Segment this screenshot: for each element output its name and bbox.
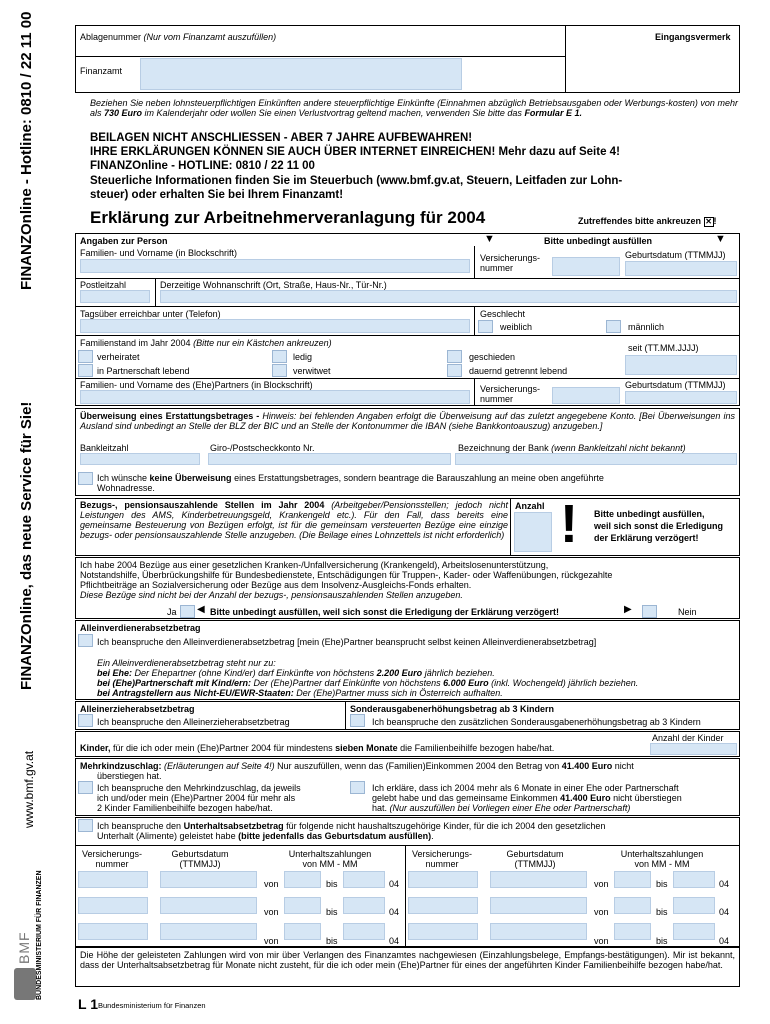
anzahl-field[interactable] bbox=[514, 512, 552, 552]
bezuege2-line-4: Diese Bezüge sind nicht bei der Anzahl der bezugs-, pensionsauszahlenden Stellen anzugeben. bbox=[80, 590, 463, 600]
unterhalt-checkbox[interactable] bbox=[78, 819, 93, 832]
unterhalt-row3-jahr-left: 04 bbox=[389, 936, 400, 946]
vers-label: Versicherungs- nummer bbox=[480, 253, 541, 273]
keine-ueberweisung-label: Ich wünsche keine Überweisung eines Erstattungsbetrages, sondern beantrage die Barauszahlung an meine oben angeführte bbox=[97, 473, 604, 483]
nein-label: Nein bbox=[678, 607, 697, 617]
bank-heading: Überweisung eines Erstattungsbetrages - Hinweis: bei fehlenden Angaben erfolgt die Überweisung auf das zuletzt angegebene Konto. [Bei Überweisungen ins Ausland sind unbedingt an Stelle der BLZ der BIC und an Stelle der Kontonummer die IBAN (siehe Bankkontoauszug) anzugeben.] bbox=[80, 411, 735, 431]
name-field[interactable] bbox=[80, 259, 470, 273]
geschieden-checkbox[interactable] bbox=[447, 350, 462, 363]
unterhalt-row3-von-right: von bbox=[594, 936, 609, 946]
notice-internet: IHRE ERKLÄRUNGEN KÖNNEN SIE AUCH ÜBER INTERNET EINREICHEN! Mehr dazu auf Seite 4! bbox=[90, 146, 620, 158]
partner-geburt-label: Geburtsdatum (TTMMJJ) bbox=[625, 380, 726, 390]
partner-geburt-field[interactable] bbox=[625, 391, 737, 404]
warning-line-2: weil sich sonst die Erledigung bbox=[594, 521, 724, 531]
unterhalt-row2-bis-left: bis bbox=[326, 907, 338, 917]
unterhalt-row2-vers-right[interactable] bbox=[408, 897, 478, 914]
unterhalt-row2-von-field-left[interactable] bbox=[284, 897, 321, 914]
getrennt-label: dauernd getrennt lebend bbox=[469, 366, 568, 376]
crossed-box-icon: ✕ bbox=[705, 216, 712, 226]
unterhalt-row3-vers-right[interactable] bbox=[408, 923, 478, 940]
keine-ueberweisung-checkbox[interactable] bbox=[78, 472, 93, 485]
notice-beilagen: BEILAGEN NICHT ANSCHLIESSEN - ABER 7 JAHRE AUFBEWAHREN! bbox=[90, 132, 473, 144]
unterhalt-row3-jahr-right: 04 bbox=[719, 936, 730, 946]
unterhalt-row2-von-field-right[interactable] bbox=[614, 897, 651, 914]
unterhalt-vers-header-right: Versicherungs- nummer bbox=[411, 849, 473, 869]
unterhalt-row1-jahr-left: 04 bbox=[389, 879, 400, 889]
bmf-letters: BMF bbox=[16, 931, 32, 964]
adresse-label: Derzeitige Wohnanschrift (Ort, Straße, Haus-Nr., Tür-Nr.) bbox=[160, 280, 387, 290]
alleinerzieher-checkbox[interactable] bbox=[78, 714, 93, 727]
sonder-heading: Sonderausgabenerhöhungsbetrag ab 3 Kindern bbox=[350, 704, 555, 714]
unterhalt-row2-bis-field-left[interactable] bbox=[343, 897, 385, 914]
mehrkind-a-3: 2 Kinder Familienbeihilfe bezogen habe/hat. bbox=[97, 803, 273, 813]
unterhalt-row3-bis-right: bis bbox=[656, 936, 668, 946]
unterhalt-row1-bis-field-right[interactable] bbox=[673, 871, 715, 888]
bitte-ausfuellen-label: Bitte unbedingt ausfüllen bbox=[544, 236, 652, 246]
unterhalt-line-2: Unterhalt (Alimente) geleistet habe (bitte jedenfalls das Geburtsdatum ausfüllen). bbox=[97, 831, 434, 841]
partner-name-label: Familien- und Vorname des (Ehe)Partners (in Blockschrift) bbox=[80, 380, 313, 390]
telefon-label: Tagsüber erreichbar unter (Telefon) bbox=[80, 309, 221, 319]
alleinverdiener-checkbox[interactable] bbox=[78, 634, 93, 647]
eingang-label: Eingangsvermerk bbox=[655, 32, 731, 42]
familienstand-label: Familienstand im Jahr 2004 (Bitte nur ein Kästchen ankreuzen) bbox=[80, 338, 332, 348]
seit-field[interactable] bbox=[625, 355, 737, 375]
partner-vers-label: Versicherungs- nummer bbox=[480, 384, 541, 404]
geburt-field[interactable] bbox=[625, 261, 737, 276]
partner-name-field[interactable] bbox=[80, 390, 470, 404]
bmf-logo bbox=[12, 872, 48, 1004]
partner-vers-field[interactable] bbox=[552, 387, 620, 404]
bezuege2-line-3: Pflichtbeiträge an Sozialversicherung oder Bezüge aus dem Insolvenz-Ausgleichs-Fonds erhalten. bbox=[80, 580, 472, 590]
side-bar bbox=[0, 0, 58, 1024]
adresse-field[interactable] bbox=[160, 290, 737, 303]
mehrkind-b-checkbox[interactable] bbox=[350, 781, 365, 794]
bezuege2-line-2: Notstandshilfe, Überbrückungshilfe für Bundesbedienstete, Entschädigungen für Truppen-, Kader- oder Waffenübungen, rückgezahlte bbox=[80, 570, 613, 580]
geschlecht-label: Geschlecht bbox=[480, 309, 526, 319]
unterhalt-row3-geburt-right[interactable] bbox=[490, 923, 587, 940]
unterhalt-row2-geburt-right[interactable] bbox=[490, 897, 587, 914]
mehrkind-b-3: hat. (Nur auszufüllen bei Vorliegen einer Ehe oder Partnerschaft) bbox=[372, 803, 631, 813]
weiblich-label: weiblich bbox=[500, 322, 533, 332]
page-title: Erklärung zur Arbeitnehmerveranlagung für 2004 bbox=[90, 208, 486, 227]
unterhalt-row3-von-left: von bbox=[264, 936, 279, 946]
mehrkind-a-1: Ich beanspruche den Mehrkindzuschlag, da jeweils bbox=[97, 783, 301, 793]
unterhalt-row1-bis-right: bis bbox=[656, 879, 668, 889]
arrow-down-icon-left: ▼ bbox=[484, 233, 495, 245]
geschieden-label: geschieden bbox=[469, 352, 516, 362]
unterhalt-row1-von-field-left[interactable] bbox=[284, 871, 321, 888]
arrow-down-icon-right: ▼ bbox=[715, 233, 726, 245]
side-ministry: BUNDESMINISTERIUM FÜR FINANZEN bbox=[36, 870, 43, 1000]
partnerschaft-checkbox[interactable] bbox=[78, 364, 93, 377]
bankname-field[interactable] bbox=[455, 453, 737, 465]
side-hotline: FINANZOnline - Hotline: 0810 / 22 11 00 bbox=[18, 11, 35, 290]
alleinverdiener-heading: Alleinverdienerabsetzbetrag bbox=[80, 623, 201, 633]
ledig-label: ledig bbox=[293, 352, 313, 362]
partnerschaft-label: in Partnerschaft lebend bbox=[97, 366, 190, 376]
unterhalt-line-1: Ich beanspruche den Unterhaltsabsetzbetrag für folgende nicht haushaltszugehörige Kinder, für die ich 2004 den gesetzlichen bbox=[97, 821, 606, 831]
unterhalt-row1-geburt-left[interactable] bbox=[160, 871, 257, 888]
plz-field[interactable] bbox=[80, 290, 150, 303]
unterhalt-zahlungen-header-right: Unterhaltszahlungen von MM - MM bbox=[620, 849, 704, 869]
mehrkind-b-1: Ich erkläre, dass ich 2004 mehr als 6 Monate in einer Ehe oder Partnerschaft bbox=[372, 783, 679, 793]
warning-bang-icon: ! bbox=[560, 494, 578, 554]
footer-ministry: Bundesministerium für Finanzen bbox=[98, 1001, 206, 1010]
unterhalt-row1-bis-field-left[interactable] bbox=[343, 871, 385, 888]
sonder-text: Ich beanspruche den zusätzlichen Sonderausgabenerhöhungsbetrag ab 3 Kindern bbox=[372, 717, 701, 727]
unterhalt-row1-vers-left[interactable] bbox=[78, 871, 148, 888]
intro-text: Beziehen Sie neben lohnsteuerpflichtigen Einkünften andere steuerpflichtige Einkünfte (Einnahmen abzüglich Betriebsausgaben oder Werbungs-kosten) von mehr als 730 Euro im Kalenderjahr oder wollen Sie einen Verlustvortrag geltend machen, verwenden Sie bitte das Formular E 1. bbox=[90, 98, 738, 118]
finanzamt-label: Finanzamt bbox=[80, 66, 123, 76]
seit-label: seit (TT.MM.JJJJ) bbox=[628, 343, 699, 353]
bezuege2-line-1: Ich habe 2004 Bezüge aus einer gesetzlichen Kranken-/Unfallversicherung (Krankengeld), Arbeitslosenunterstützung, bbox=[80, 560, 549, 570]
bmf-eagle-icon bbox=[14, 968, 36, 1000]
mehrkind-heading: Mehrkindzuschlag: (Erläuterungen auf Seite 4!) Nur auszufüllen, wenn das (Familien)Einkommen 2004 den Betrag von 41.400 Euro nicht bbox=[80, 761, 634, 771]
verheiratet-checkbox[interactable] bbox=[78, 350, 93, 363]
unterhalt-row1-geburt-right[interactable] bbox=[490, 871, 587, 888]
footer-text: Die Höhe der geleisteten Zahlungen wird von mir über Verlangen des Finanzamtes nachgewiesen (Einzahlungsbelege, Empfangs-bestätigungen). Mir ist bekannt, dass der Unterhaltsabsetzbetrag für Monate nicht zusteht, für die ich oder mein (Ehe)Partner für eines der angeführten Kinder Familienbeihilfe bezogen habe/hat. bbox=[80, 950, 735, 970]
unterhalt-row1-von-right: von bbox=[594, 879, 609, 889]
ja-checkbox[interactable] bbox=[180, 605, 195, 618]
bankname-label: Bezeichnung der Bank (wenn Bankleitzahl nicht bekannt) bbox=[458, 443, 686, 453]
maennlich-checkbox[interactable] bbox=[606, 320, 621, 333]
unterhalt-row3-geburt-left[interactable] bbox=[160, 923, 257, 940]
verwitwet-checkbox[interactable] bbox=[272, 364, 287, 377]
unterhalt-row2-vers-left[interactable] bbox=[78, 897, 148, 914]
getrennt-checkbox[interactable] bbox=[447, 364, 462, 377]
name-label: Familien- und Vorname (in Blockschrift) bbox=[80, 248, 238, 258]
konto-label: Giro-/Postscheckkonto Nr. bbox=[210, 443, 315, 453]
bankleitzahl-field[interactable] bbox=[80, 453, 200, 465]
notice-hotline: FINANZOnline - HOTLINE: 0810 / 22 11 00 bbox=[90, 160, 315, 172]
side-service: FINANZOnline, das neue Service für Sie! bbox=[18, 401, 35, 690]
alleinverdiener-note-1: Ein Alleinverdienerabsetzbetrag steht nur zu: bbox=[97, 658, 276, 668]
unterhalt-row3-bis-field-right[interactable] bbox=[673, 923, 715, 940]
unterhalt-row1-von-left: von bbox=[264, 879, 279, 889]
unterhalt-geburt-header-right: Geburtsdatum (TTMMJJ) bbox=[506, 849, 564, 869]
alleinverdiener-note-4: bei Antragstellern aus Nicht-EU/EWR-Staaten: Der (Ehe)Partner muss sich in Österreich aufhalten. bbox=[97, 688, 503, 698]
form-number: L 1 bbox=[78, 996, 98, 1012]
unterhalt-row2-bis-right: bis bbox=[656, 907, 668, 917]
telefon-field[interactable] bbox=[80, 319, 470, 333]
unterhalt-zahlungen-header-left: Unterhaltszahlungen von MM - MM bbox=[288, 849, 372, 869]
zutreffendes-label: Zutreffendes bitte ankreuzen ✕ ! bbox=[578, 216, 717, 226]
unterhalt-row1-jahr-right: 04 bbox=[719, 879, 730, 889]
alleinverdiener-note-2: bei Ehe: Der Ehepartner (ohne Kind/er) darf Einkünfte von höchstens 2.200 Euro jährlich beziehen. bbox=[97, 668, 495, 678]
alleinerzieher-text: Ich beanspruche den Alleinerzieherabsetzbetrag bbox=[97, 717, 290, 727]
warning-line-3: der Erklärung verzögert! bbox=[594, 533, 699, 543]
sonder-checkbox[interactable] bbox=[350, 714, 365, 727]
unterhalt-row2-jahr-left: 04 bbox=[389, 907, 400, 917]
mehrkind-a-checkbox[interactable] bbox=[78, 781, 93, 794]
unterhalt-row1-bis-left: bis bbox=[326, 879, 338, 889]
warning-line-1: Bitte unbedingt ausfüllen, bbox=[594, 509, 705, 519]
mehrkind-line-2: überstiegen hat. bbox=[97, 771, 162, 781]
unterhalt-row3-bis-field-left[interactable] bbox=[343, 923, 385, 940]
finanzamt-field[interactable] bbox=[140, 58, 462, 90]
alleinerzieher-heading: Alleinerzieherabsetzbetrag bbox=[80, 704, 195, 714]
bezuege2-bitte: Bitte unbedingt ausfüllen, weil sich sonst die Erledigung der Erklärung verzögert! bbox=[210, 607, 560, 617]
kinder-anzahl-field[interactable] bbox=[650, 743, 737, 755]
arrow-right-icon: ▶ bbox=[624, 604, 632, 615]
unterhalt-row2-bis-field-right[interactable] bbox=[673, 897, 715, 914]
unterhalt-row2-jahr-right: 04 bbox=[719, 907, 730, 917]
side-website: www.bmf.gv.at bbox=[22, 750, 36, 828]
weiblich-checkbox[interactable] bbox=[478, 320, 493, 333]
unterhalt-row3-von-field-right[interactable] bbox=[614, 923, 651, 940]
arrow-left-icon: ◀ bbox=[197, 604, 205, 615]
wohnadresse-label: Wohnadresse. bbox=[97, 483, 155, 493]
plz-label: Postleitzahl bbox=[80, 280, 127, 290]
unterhalt-row3-vers-left[interactable] bbox=[78, 923, 148, 940]
maennlich-label: männlich bbox=[628, 322, 665, 332]
unterhalt-row2-von-left: von bbox=[264, 907, 279, 917]
unterhalt-row3-bis-left: bis bbox=[326, 936, 338, 946]
alleinverdiener-text: Ich beanspruche den Alleinverdienerabsetzbetrag [mein (Ehe)Partner beansprucht selbst keinen Alleinverdienerabsetzbetrag] bbox=[97, 637, 597, 647]
kinder-text: Kinder, für die ich oder mein (Ehe)Partner 2004 für mindestens sieben Monate die Familienbeihilfe bezogen habe/hat. bbox=[80, 743, 555, 753]
ledig-checkbox[interactable] bbox=[272, 350, 287, 363]
unterhalt-row2-von-right: von bbox=[594, 907, 609, 917]
unterhalt-vers-header-left: Versicherungs- nummer bbox=[81, 849, 143, 869]
unterhalt-row1-vers-right[interactable] bbox=[408, 871, 478, 888]
mehrkind-b-2: gelebt habe und das gemeinsame Einkommen 41.400 Euro nicht überstiegen bbox=[372, 793, 682, 803]
notice-finanzamt: steuer) oder erhalten Sie bei Ihrem Finanzamt! bbox=[90, 189, 344, 201]
bezuege-text: Bezugs-, pensionsauszahlende Stellen im Jahr 2004 (Arbeitgeber/Pensionsstellen; jedoch nicht Leistungen des AMS, Kinderbetreuungsgeld, Krankengeld etc.). Für den Fall, dass bereits eine gemeinsame Besteuerung von Bezügen erfolgt, ist für die gemeinsam versteuerten Bezüge eine einzige bezugs- oder pensionsauszahlende Stelle anzugeben. (Die Beilage eines Lohnzettels ist nicht erforderlich) bbox=[80, 500, 508, 540]
vers-field[interactable] bbox=[552, 257, 620, 276]
unterhalt-row3-von-field-left[interactable] bbox=[284, 923, 321, 940]
verwitwet-label: verwitwet bbox=[293, 366, 331, 376]
anzahl-label: Anzahl bbox=[515, 501, 545, 511]
geburt-label: Geburtsdatum (TTMMJJ) bbox=[625, 250, 726, 260]
mehrkind-a-2: ich und/oder mein (Ehe)Partner 2004 für mehr als bbox=[97, 793, 296, 803]
unterhalt-row2-geburt-left[interactable] bbox=[160, 897, 257, 914]
unterhalt-geburt-header-left: Geburtsdatum (TTMMJJ) bbox=[171, 849, 229, 869]
ja-label: Ja bbox=[167, 607, 177, 617]
konto-field[interactable] bbox=[208, 453, 451, 465]
notice-steuerbuch: Steuerliche Informationen finden Sie im Steuerbuch (www.bmf.gv.at, Steuern, Leitfaden zur Lohn- bbox=[90, 175, 623, 187]
alleinverdiener-note-3: bei (Ehe)Partnerschaft mit Kind/ern: Der (Ehe)Partner darf Einkünfte von höchstens 6.000 Euro (inkl. Wochengeld) jährlich beziehen. bbox=[97, 678, 639, 688]
kinder-anzahl-label: Anzahl der Kinder bbox=[652, 733, 724, 743]
person-heading: Angaben zur Person bbox=[80, 236, 168, 246]
bankleitzahl-label: Bankleitzahl bbox=[80, 443, 129, 453]
nein-checkbox[interactable] bbox=[642, 605, 657, 618]
unterhalt-row1-von-field-right[interactable] bbox=[614, 871, 651, 888]
verheiratet-label: verheiratet bbox=[97, 352, 140, 362]
ablage-label: Ablagenummer (Nur vom Finanzamt auszufüllen) bbox=[80, 32, 277, 42]
